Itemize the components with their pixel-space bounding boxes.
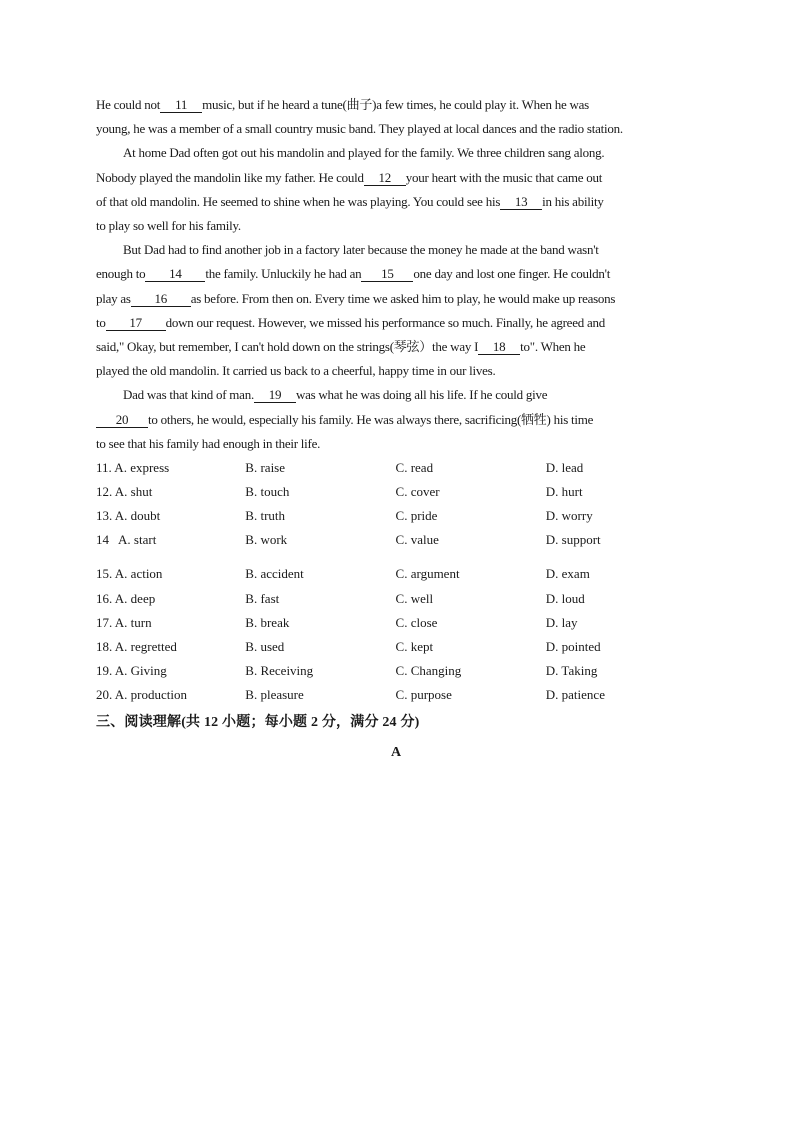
option-a-text: express <box>130 460 170 476</box>
blank-11: 11 <box>160 98 202 113</box>
question-number: 16. A. <box>96 590 128 606</box>
option-b: B. work <box>245 532 288 548</box>
passage-line: But Dad had to find another job in a factory later because the money he made at the band wasn't <box>123 242 599 258</box>
option-c: C. pride <box>395 508 438 524</box>
text-segment: in his ability <box>542 193 604 209</box>
option-d: D. Taking <box>545 662 598 678</box>
option-d: D. lead <box>545 460 584 476</box>
option-b: B. break <box>245 614 290 630</box>
option-d: D. hurt <box>545 484 583 500</box>
option-a-text: shut <box>130 484 153 500</box>
text-segment: to others, he would, especially his family. He was always there, sacrificing(牺牲) his time <box>148 411 594 427</box>
option-d: D. patience <box>545 686 605 702</box>
passage-line <box>96 383 696 407</box>
passage-line: young, he was a member of a small country music band. They played at local dances and the radio station. <box>96 121 623 137</box>
text-segment: He could not <box>96 97 161 112</box>
passage-line: played the old mandolin. It carried us back to a cheerful, happy time in our lives. <box>96 363 496 379</box>
question-number: 11. A. <box>96 460 127 476</box>
option-c: C. argument <box>395 566 460 582</box>
section-title: 三、阅读理解(共 12 小题；每小题 2 分，满分 24 分) <box>96 714 420 730</box>
text-segment: of that old mandolin. He seemed to shine when he was playing. You could see his <box>96 193 501 209</box>
option-d: D. lay <box>545 614 578 630</box>
text-segment: down our request. However, we missed his performance so much. Finally, he agreed and <box>165 314 605 330</box>
option-b: B. Receiving <box>245 662 314 678</box>
option-c: C. purpose <box>395 686 452 702</box>
text-segment: Dad was that kind of man. <box>123 387 254 403</box>
option-c: C. read <box>395 460 434 476</box>
option-a-text: Giving <box>130 662 167 678</box>
question-row-16 <box>96 587 696 611</box>
question-row-20 <box>96 683 696 707</box>
option-d: D. loud <box>545 590 585 606</box>
option-a <box>96 591 245 607</box>
passage-line <box>96 93 696 117</box>
passage-line <box>96 262 696 286</box>
option-c: C. value <box>395 532 439 548</box>
cloze-passage <box>96 93 696 456</box>
text-segment: was what he was doing all his life. If he could give <box>295 387 548 403</box>
question-number: 15. A. <box>96 566 128 582</box>
option-a <box>96 687 245 703</box>
option-a-text: turn <box>130 614 152 630</box>
blank-13: 13 <box>500 195 542 210</box>
question-number: 19. A. <box>96 662 128 678</box>
option-a <box>96 460 245 476</box>
text-segment: one day and lost one finger. He couldn't <box>413 266 611 282</box>
question-number: 20. A. <box>96 686 128 702</box>
question-row-18 <box>96 635 696 659</box>
text-segment: to <box>96 314 106 330</box>
option-c: C. close <box>395 614 438 630</box>
question-row-13 <box>96 504 696 528</box>
text-segment: said," Okay, but remember, I can't hold down on the strings(琴弦）the way I <box>96 339 479 355</box>
answer-options <box>96 456 696 707</box>
passage-line: to play so well for his family. <box>96 218 241 234</box>
option-b: B. touch <box>245 484 290 500</box>
question-row-14 <box>96 528 696 552</box>
passage-line <box>96 408 696 432</box>
blank-19: 19 <box>254 388 296 403</box>
passage-line <box>96 311 696 335</box>
question-number: 17. A. <box>96 614 128 630</box>
option-a-text: production <box>130 686 187 702</box>
option-a <box>96 615 245 631</box>
question-row-11 <box>96 456 696 480</box>
question-number: 13. A. <box>96 508 128 524</box>
exam-page <box>96 93 696 761</box>
option-a-text: start <box>133 532 157 548</box>
option-c: C. well <box>395 590 434 606</box>
option-a-text: deep <box>130 590 156 606</box>
option-c: C. cover <box>395 484 440 500</box>
option-a <box>96 532 245 548</box>
blank-12: 12 <box>364 171 406 186</box>
section-letter: A <box>390 744 402 760</box>
blank-16: 16 <box>131 292 191 307</box>
option-b: B. accident <box>245 566 304 582</box>
passage-line <box>96 287 696 311</box>
passage-line <box>96 166 696 190</box>
option-d: D. exam <box>545 566 590 582</box>
option-c: C. kept <box>395 638 434 654</box>
text-segment: to". When he <box>520 339 586 355</box>
option-a <box>96 508 245 524</box>
option-b: B. raise <box>245 460 286 476</box>
option-a-text: action <box>130 566 163 582</box>
option-a-text: regretted <box>130 638 177 654</box>
text-segment: your heart with the music that came out <box>405 169 603 185</box>
option-a <box>96 639 245 655</box>
blank-17: 17 <box>106 316 166 331</box>
passage-line: At home Dad often got out his mandolin and played for the family. We three children sang along. <box>123 145 605 161</box>
passage-line: to see that his family had enough in their life. <box>96 435 321 451</box>
option-c: C. Changing <box>395 662 462 678</box>
question-row-19 <box>96 659 696 683</box>
text-segment: Nobody played the mandolin like my father. He could <box>96 169 364 185</box>
text-segment: music, but if he heard a tune(曲子)a few times, he could play it. When he was <box>202 97 589 112</box>
blank-15: 15 <box>361 267 413 282</box>
text-segment: as before. From then on. Every time we asked him to play, he would make up reasons <box>190 290 616 306</box>
option-d: D. pointed <box>545 638 601 654</box>
blank-14: 14 <box>145 267 205 282</box>
option-a-text: doubt <box>130 508 161 524</box>
text-segment: play as <box>96 290 131 306</box>
option-b: B. pleasure <box>245 686 304 702</box>
question-number: 18. A. <box>96 638 128 654</box>
question-row-12 <box>96 480 696 504</box>
passage-line <box>96 190 696 214</box>
question-number: 12. A. <box>96 484 128 500</box>
option-d: D. support <box>545 532 601 548</box>
question-row-17 <box>96 611 696 635</box>
option-d: D. worry <box>545 508 593 524</box>
question-number: 14 A. <box>96 532 131 548</box>
option-a <box>96 663 245 679</box>
text-segment: the family. Unluckily he had an <box>205 266 362 282</box>
passage-line <box>96 335 696 359</box>
blank-18: 18 <box>478 340 520 355</box>
option-b: B. fast <box>245 590 280 606</box>
option-b: B. truth <box>245 508 286 524</box>
option-a <box>96 566 245 582</box>
option-a <box>96 484 245 500</box>
blank-20: 20 <box>96 413 148 428</box>
option-b: B. used <box>245 638 285 654</box>
text-segment: enough to <box>96 266 146 282</box>
question-row-15 <box>96 562 696 586</box>
